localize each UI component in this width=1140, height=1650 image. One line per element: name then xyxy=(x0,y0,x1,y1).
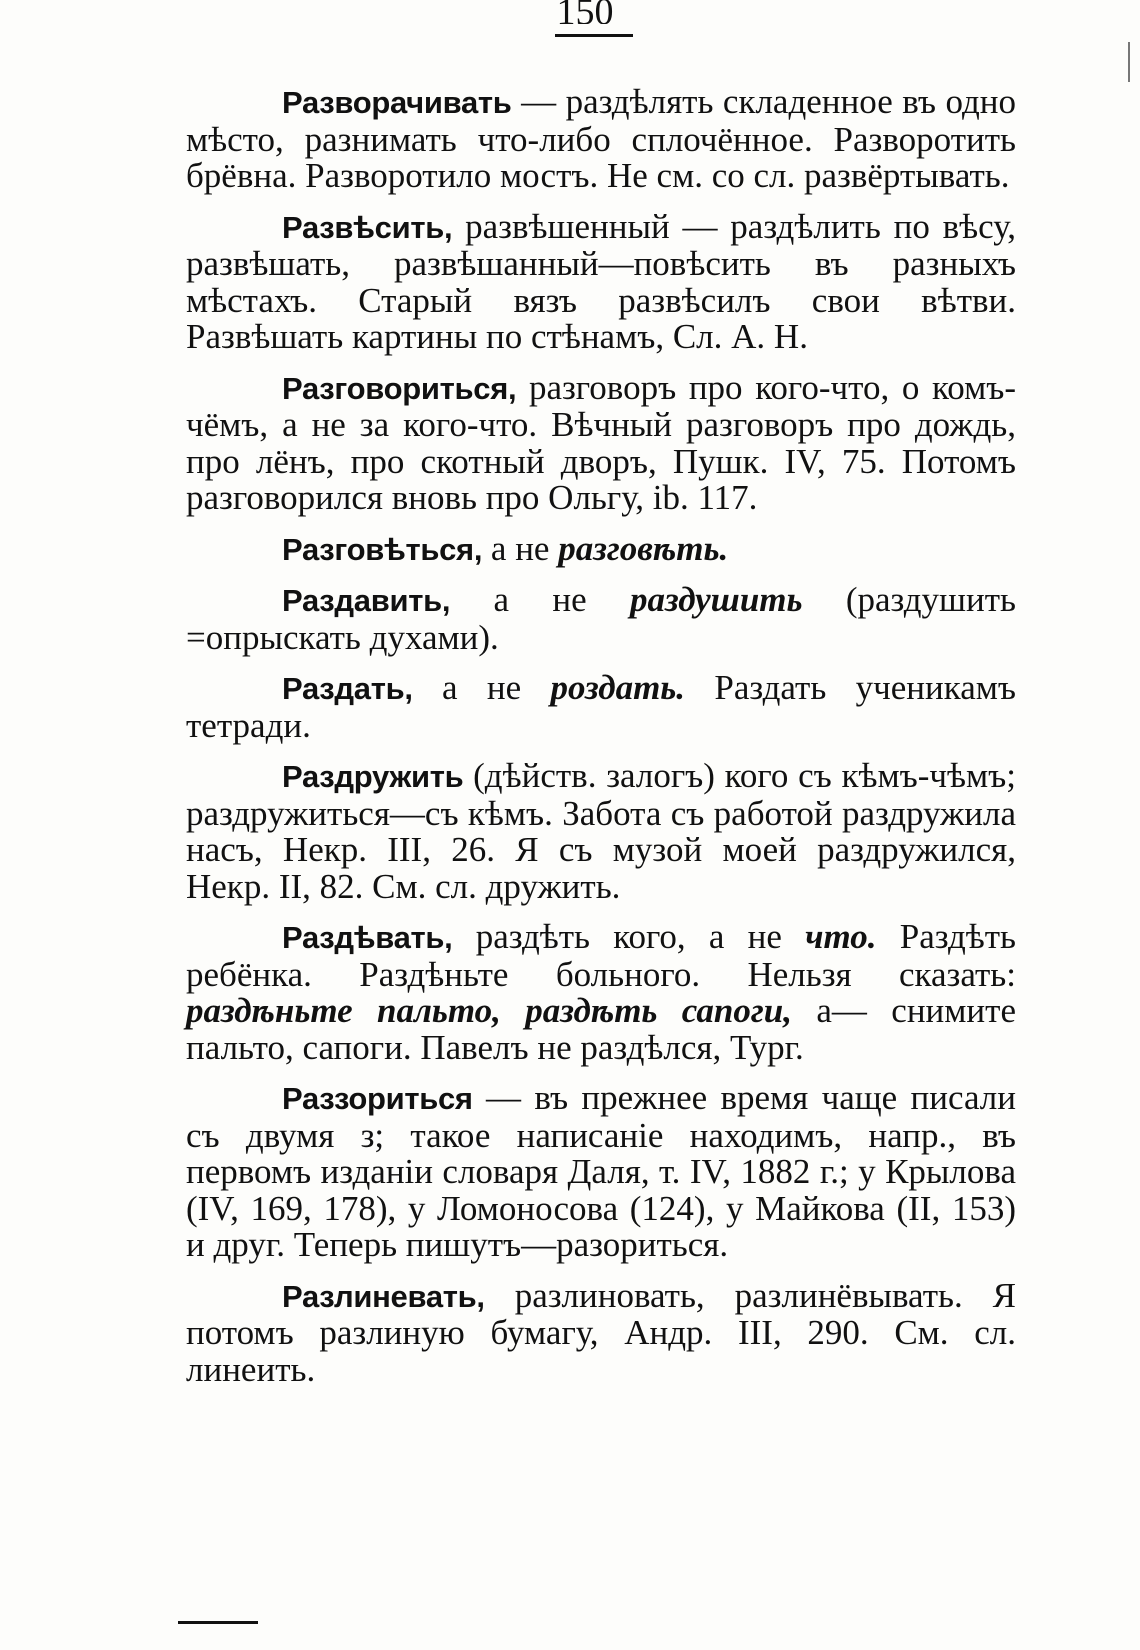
headword: Разговориться, xyxy=(282,370,517,406)
definition: раздѣть кого, а не xyxy=(452,917,806,956)
definition: а не xyxy=(450,580,631,619)
headword: Разворачивать xyxy=(282,85,512,120)
definition-continued: (раздушить =опрыскать духами). xyxy=(186,580,1016,657)
headword: Раззориться xyxy=(282,1081,473,1116)
headword: Раздружить xyxy=(282,759,464,794)
definition-continued: Раздать ученикамъ тетради. xyxy=(186,668,1016,745)
headword: Разговѣться, xyxy=(282,531,483,567)
incorrect-form: что. xyxy=(805,917,877,956)
entry-razgovetsya xyxy=(186,528,1016,569)
definition: — раздѣлять складенное въ одно мѣсто, разнимать что-либо сплочённое. Разворотить брёвна. Разворотило мостъ. Не см. со сл. развёртывать. xyxy=(186,82,1016,195)
definition: развѣшенный — раздѣлить по вѣсу, развѣшать, развѣшанный—повѣсить въ разныхъ мѣстахъ. Старый вязъ развѣсилъ свои вѣтви. Развѣшать картины по стѣнамъ, Сл. А. Н. xyxy=(186,206,1016,356)
page-number: 150 xyxy=(556,0,614,24)
definition: а не xyxy=(482,528,559,568)
entry-razzoritsya xyxy=(186,1080,1016,1264)
bottom-rule xyxy=(178,1621,258,1624)
incorrect-form: роздать. xyxy=(550,668,686,707)
headword: Раздать, xyxy=(282,671,413,706)
incorrect-form: разговѣть. xyxy=(558,528,729,568)
headword: Развѣсить, xyxy=(282,209,453,245)
scan-edge-mark xyxy=(1128,42,1130,82)
headword: Раздѣвать, xyxy=(282,920,453,955)
entry-razdruzhit xyxy=(186,758,1016,905)
dictionary-entries xyxy=(186,84,1016,1402)
entry-razvesit xyxy=(186,206,1016,356)
definition: (дѣйств. залогъ) кого съ кѣмъ-чѣмъ; раздружиться—съ кѣмъ. Забота съ работой раздружила насъ, Некр. III, 26. Я съ музой моей раздружился, Некр. II, 82. См. сл. дружить. xyxy=(186,756,1016,906)
definition: разлиновать, разлинёвывать. Я потомъ разлиную бумагу, Андр. III, 290. См. сл. линеить. xyxy=(186,1275,1016,1389)
definition: а не xyxy=(412,668,551,707)
entry-razdevat xyxy=(186,919,1016,1066)
incorrect-form: раздушить xyxy=(630,580,803,619)
entry-razdavit xyxy=(186,582,1016,656)
headword: Раздавить, xyxy=(282,583,451,618)
definition-end: а— снимите пальто, сапоги. Павелъ не раздѣлся, Тург. xyxy=(186,991,1016,1067)
entry-razdat xyxy=(186,670,1016,744)
entry-razgovoritsya xyxy=(186,367,1016,517)
entry-razlinevat xyxy=(186,1275,1016,1389)
definition: — въ прежнее время чаще писали съ двумя з; такое написаніе находимъ, напр., въ первомъ изданіи словаря Даля, т. IV, 1882 г.; у Крылова (IV, 169, 178), у Ломоносова (124), у Майкова (II, 153) и друг. Теперь пишутъ—разориться. xyxy=(186,1078,1016,1264)
headword: Разлиневать, xyxy=(282,1278,485,1314)
definition-continued: Раздѣть ребёнка. Раздѣньте больного. Нельзя сказать: xyxy=(186,917,1017,994)
top-rule xyxy=(555,34,633,37)
definition: разговоръ про кого-что, о комъ-чёмъ, а не за кого-что. Вѣчный разговоръ про дождь, про лёнъ, про скотный дворъ, Пушк. IV, 75. Потомъ разговорился вновь про Ольгу, ib. 117. xyxy=(186,367,1016,517)
incorrect-example: раздѣньте пальто, раздѣть сапоги, xyxy=(186,991,793,1030)
entry-razvorachivat xyxy=(186,84,1016,195)
